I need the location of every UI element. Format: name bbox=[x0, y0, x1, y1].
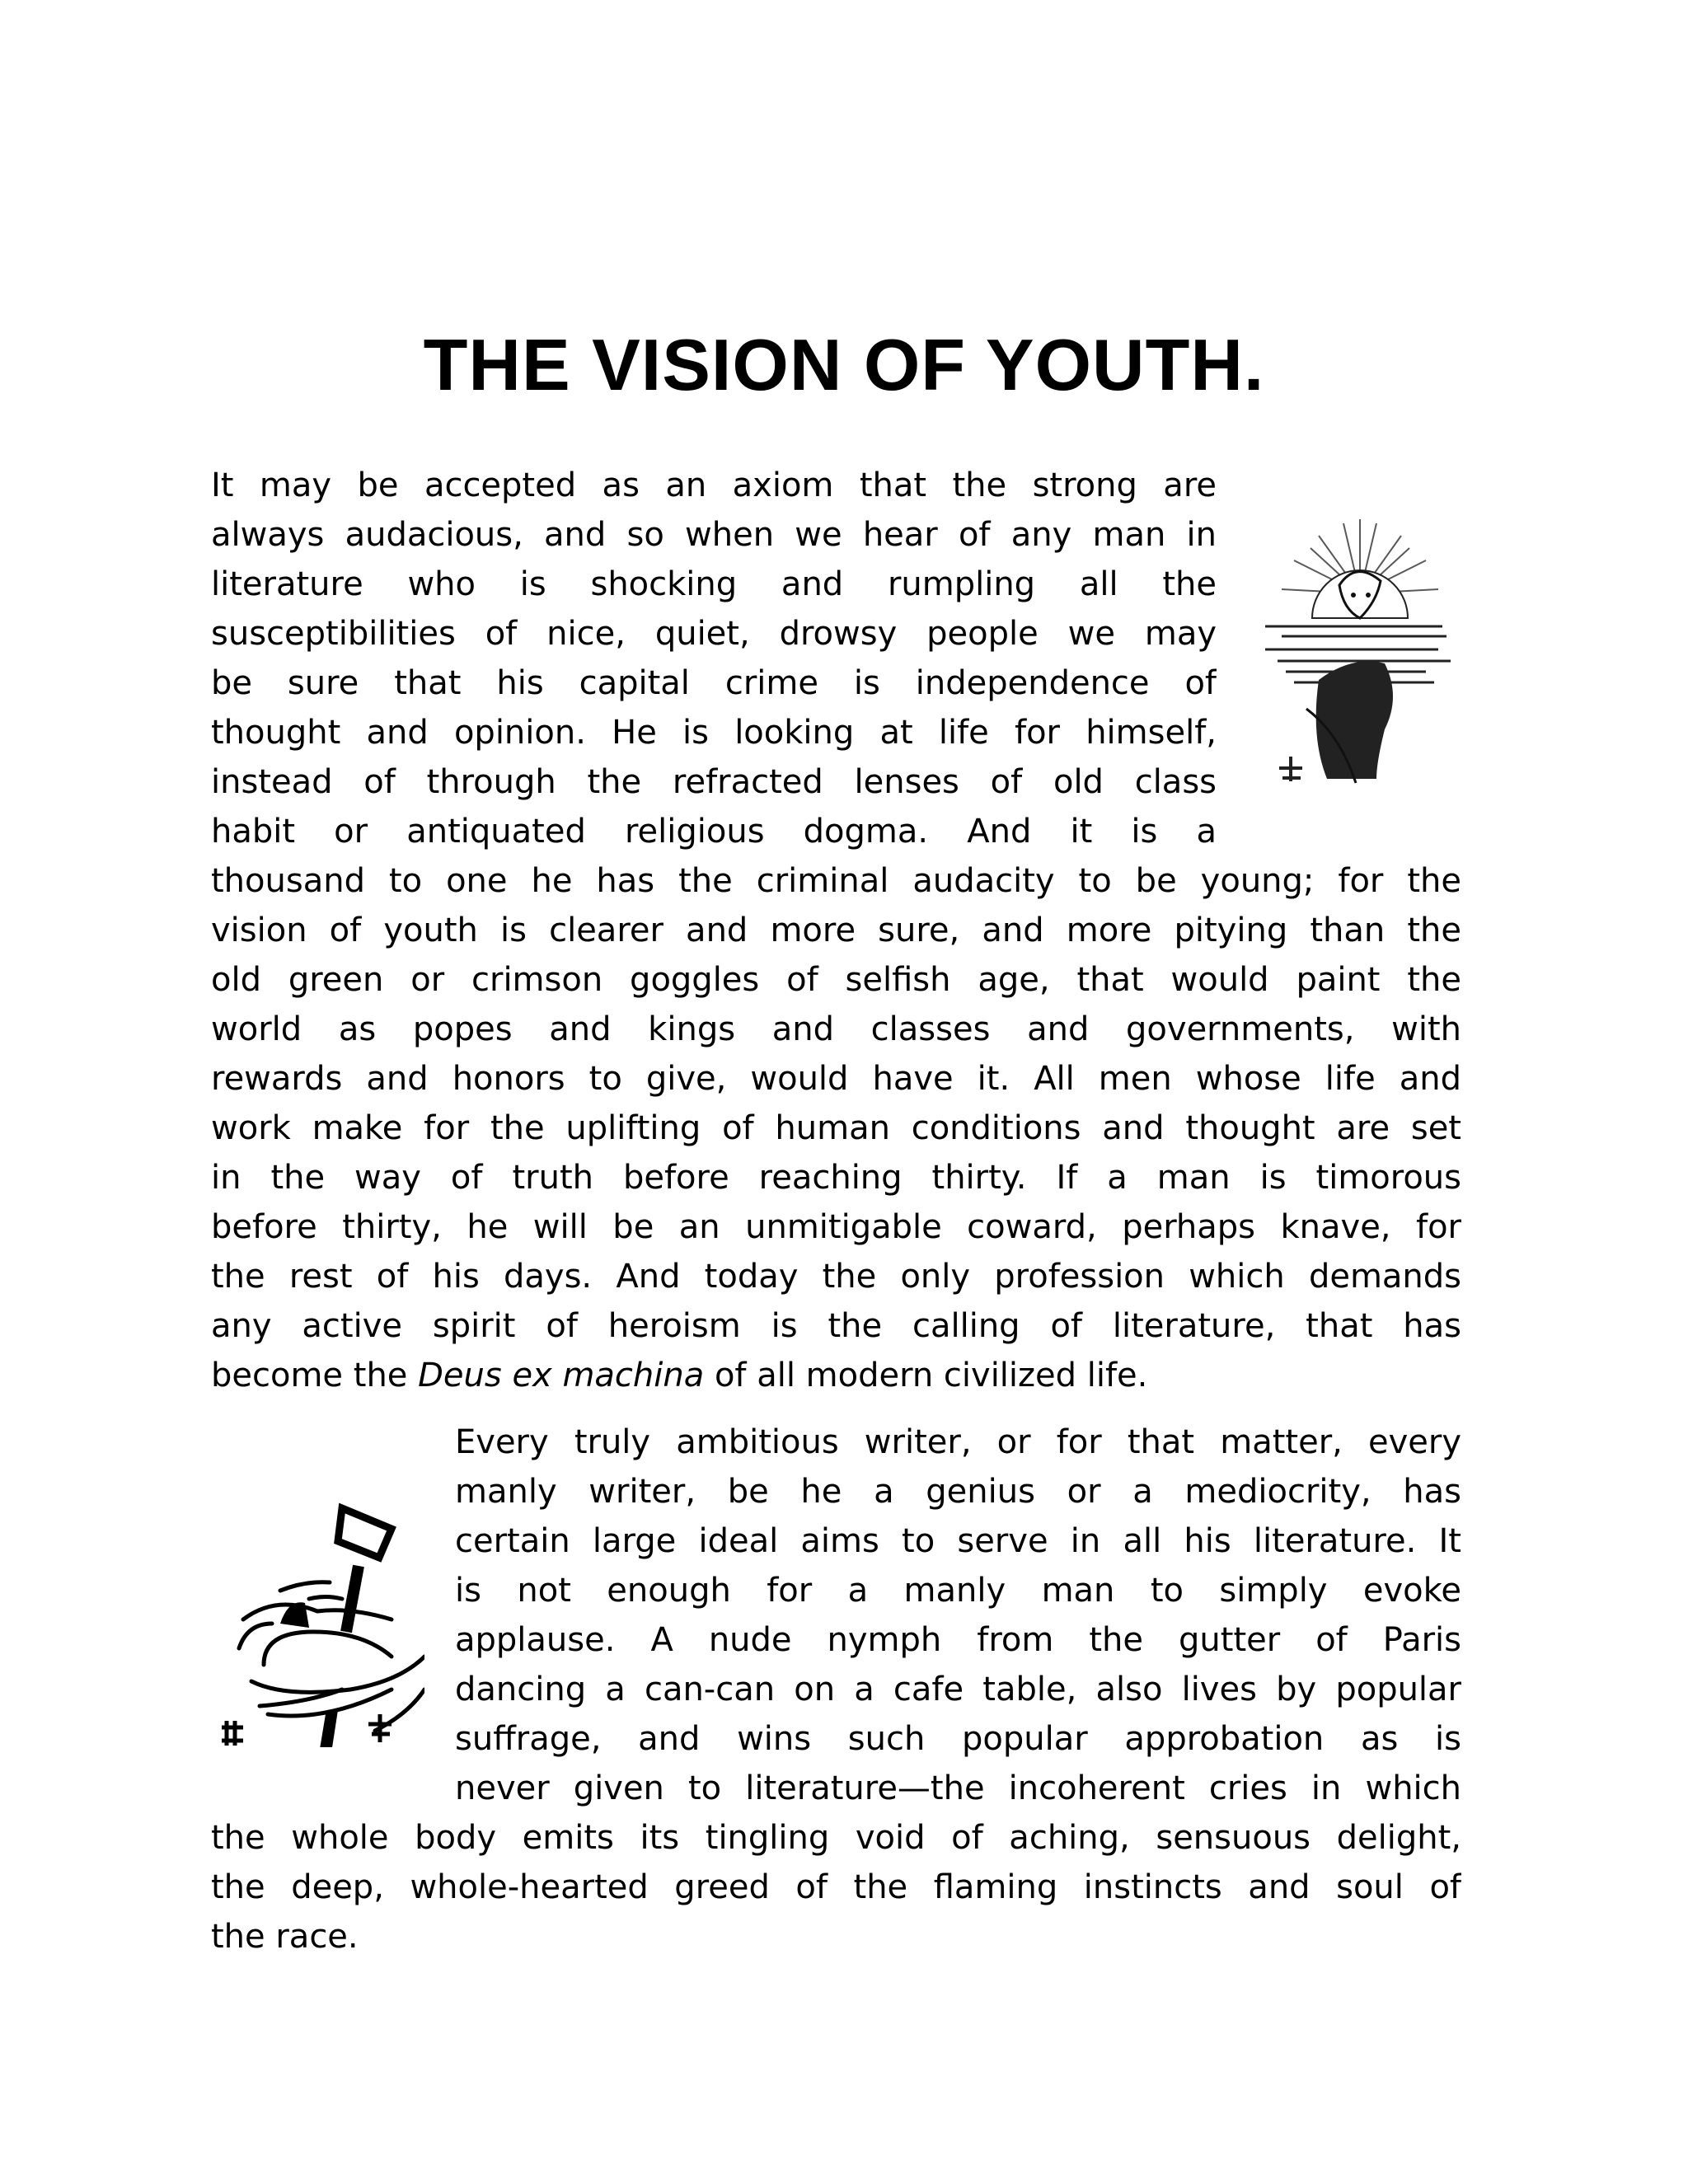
sunburst-face-figure-illustration bbox=[1261, 503, 1459, 799]
text-line: the rest of his days. And today the only profession which demands bbox=[211, 1258, 1461, 1296]
text-line: Every truly ambitious writer, or for that matter, every bbox=[455, 1423, 1461, 1461]
text-line: instead of through the refracted lenses of old class bbox=[211, 763, 1217, 801]
text-line: work make for the uplifting of human conditions and thought are set bbox=[211, 1109, 1461, 1147]
text-line: rewards and honors to give, would have it. All men whose life and bbox=[211, 1060, 1461, 1098]
text-line: before thirty, he will be an unmitigable coward, perhaps knave, for bbox=[211, 1208, 1461, 1246]
italic-phrase: Deus ex machina bbox=[418, 1357, 705, 1394]
text-line: suffrage, and wins such popular approbation as is bbox=[455, 1720, 1461, 1758]
page-title: THE VISION OF YOUTH. bbox=[423, 324, 1265, 405]
text-line: is not enough for a manly man to simply evoke bbox=[455, 1572, 1461, 1610]
text-line: dancing a can-can on a cafe table, also lives by popular bbox=[455, 1671, 1461, 1708]
text-segment: of all modern civilized life. bbox=[704, 1357, 1148, 1394]
text-line: world as popes and kings and classes and governments, with bbox=[211, 1010, 1461, 1048]
text-line: always audacious, and so when we hear of any man in bbox=[211, 516, 1217, 554]
text-line: It may be accepted as an axiom that the strong are bbox=[211, 466, 1217, 504]
text-line: applause. A nude nymph from the gutter of Paris bbox=[455, 1621, 1461, 1659]
text-line: thousand to one he has the criminal audacity to be young; for the bbox=[211, 862, 1461, 900]
text-line: literature who is shocking and rumpling all the bbox=[211, 565, 1217, 603]
text-line: the whole body emits its tingling void of aching, sensuous delight, bbox=[211, 1819, 1461, 1857]
text-line: vision of youth is clearer and more sure, and more pitying than the bbox=[211, 912, 1461, 949]
text-line: the deep, whole-hearted greed of the flaming instincts and soul of bbox=[211, 1868, 1461, 1906]
text-line bbox=[211, 1351, 1461, 1400]
text-line: susceptibilities of nice, quiet, drowsy people we may bbox=[211, 615, 1217, 653]
text-line: thought and opinion. He is looking at life for himself, bbox=[211, 714, 1217, 752]
text-line: be sure that his capital crime is independence of bbox=[211, 664, 1217, 702]
text-segment: become the bbox=[211, 1357, 419, 1394]
text-line: manly writer, be he a genius or a mediocrity, has bbox=[455, 1473, 1461, 1511]
text-line: the race. bbox=[211, 1918, 359, 1956]
text-line: never given to literature—the incoherent cries in which bbox=[455, 1769, 1461, 1807]
text-line: certain large ideal aims to serve in all his literature. It bbox=[455, 1522, 1461, 1560]
text-line: any active spirit of heroism is the calling of literature, that has bbox=[211, 1307, 1461, 1345]
text-line: habit or antiquated religious dogma. And it is a bbox=[211, 813, 1217, 851]
text-line: in the way of truth before reaching thirty. If a man is timorous bbox=[211, 1159, 1461, 1197]
text-line: old green or crimson goggles of selfish age, that would paint the bbox=[211, 961, 1461, 999]
can-can-dancer-illustration bbox=[218, 1459, 424, 1747]
